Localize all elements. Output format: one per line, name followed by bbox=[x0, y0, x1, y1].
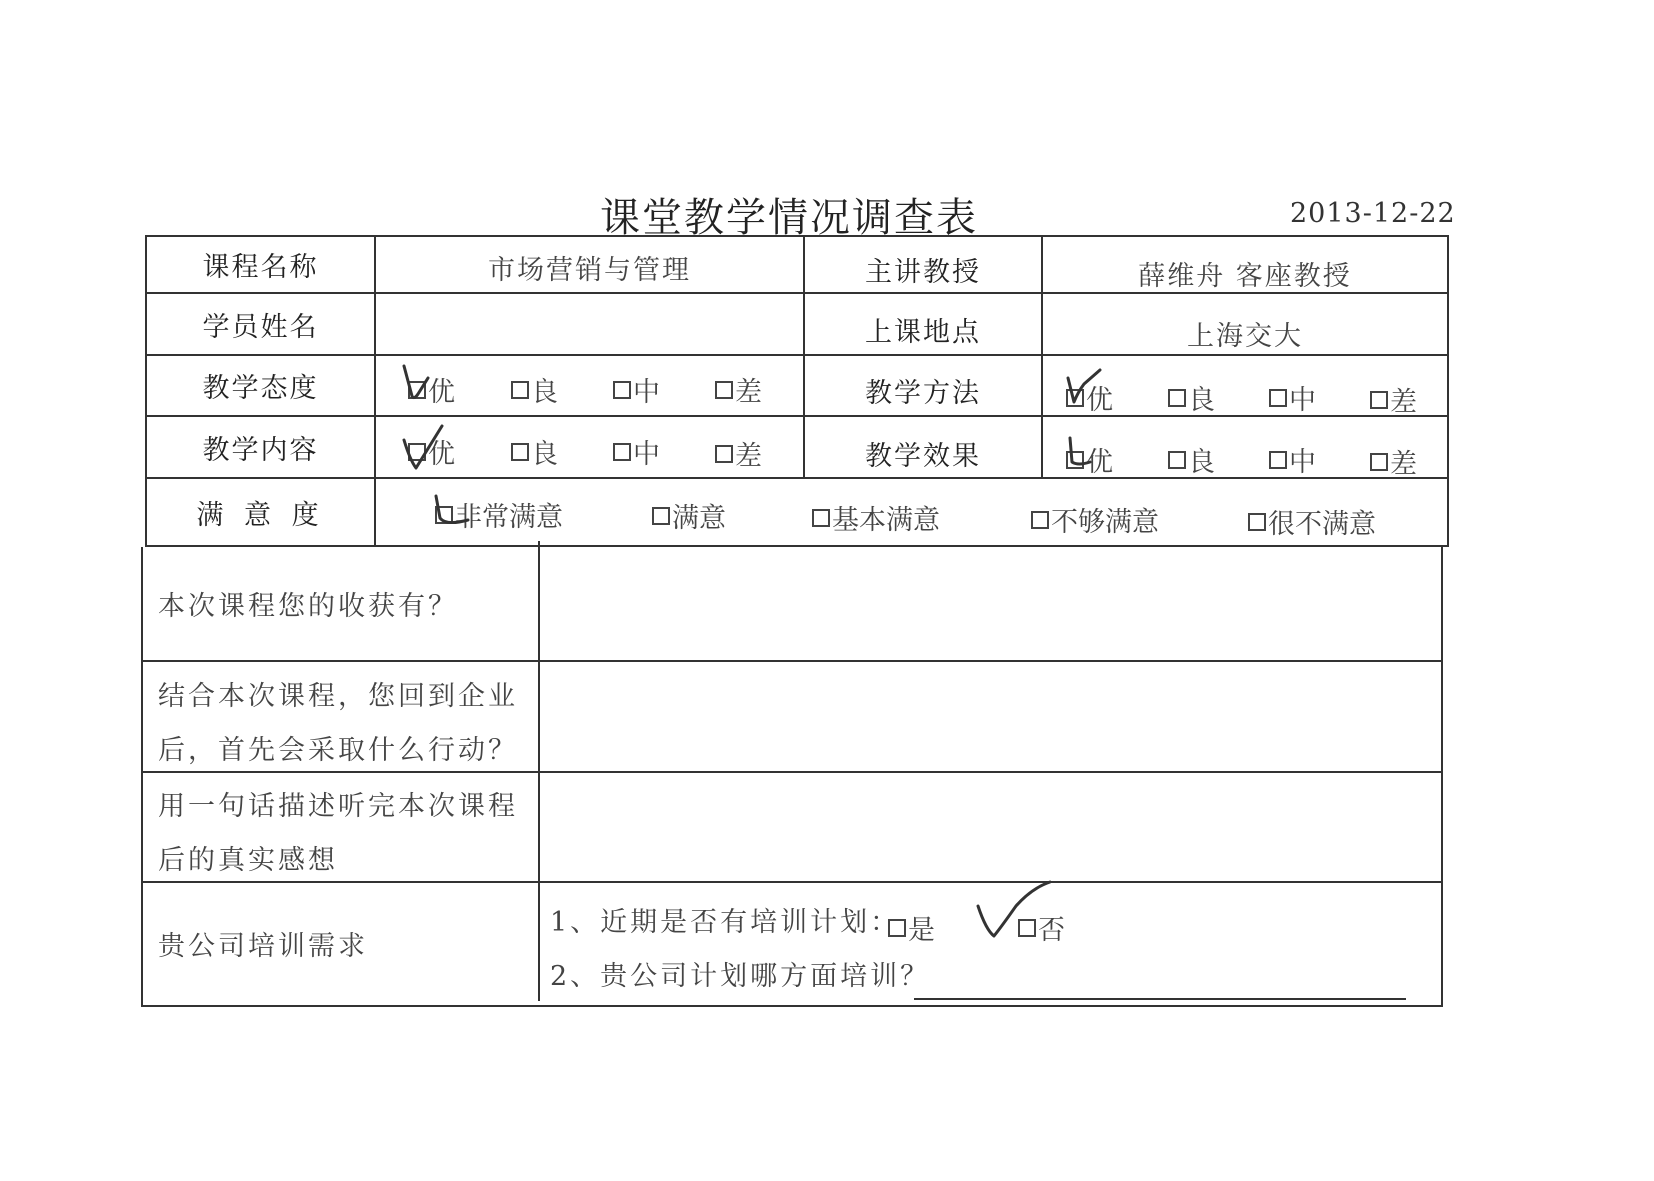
checkbox-icon bbox=[1066, 389, 1084, 407]
checkbox-icon bbox=[408, 443, 426, 461]
question-gain: 本次课程您的收获有？ bbox=[158, 591, 458, 622]
checkbox-icon bbox=[888, 919, 906, 937]
method-option-poor[interactable]: 差 bbox=[1370, 380, 1417, 419]
question-feeling-line1: 用一句话描述听完本次课程 bbox=[158, 791, 518, 822]
student-name-field[interactable] bbox=[376, 294, 803, 354]
content-option-poor[interactable]: 差 bbox=[715, 434, 762, 473]
question-action-line1: 结合本次课程，您回到企业 bbox=[158, 681, 518, 712]
attitude-option-good[interactable]: 良 bbox=[511, 370, 558, 409]
training-q2-answer-line bbox=[914, 998, 1406, 1000]
satisfaction-option-not-satisfied[interactable]: 不够满意 bbox=[1031, 500, 1159, 539]
effect-option-excellent[interactable]: 优 bbox=[1066, 440, 1113, 479]
satisfaction-option-basically-satisfied[interactable]: 基本满意 bbox=[812, 498, 940, 537]
checkbox-icon bbox=[715, 381, 733, 399]
checkbox-icon bbox=[1168, 451, 1186, 469]
course-name-label: 课程名称 bbox=[202, 252, 319, 283]
checkbox-icon bbox=[1370, 453, 1388, 471]
checkbox-icon bbox=[1031, 511, 1049, 529]
satisfaction-option-very-unsatisfied[interactable]: 很不满意 bbox=[1248, 502, 1376, 541]
page-title: 课堂教学情况调查表 bbox=[600, 195, 978, 241]
checkbox-icon bbox=[1269, 451, 1287, 469]
question-action-line2: 后，首先会采取什么行动？ bbox=[158, 735, 518, 766]
checkbox-icon bbox=[812, 509, 830, 527]
checkbox-icon bbox=[715, 445, 733, 463]
lecturer-label: 主讲教授 bbox=[865, 257, 981, 288]
checkbox-icon bbox=[511, 443, 529, 461]
method-label: 教学方法 bbox=[865, 378, 981, 409]
checkbox-icon bbox=[1018, 919, 1036, 937]
answer-feeling-field[interactable] bbox=[545, 776, 1440, 884]
survey-date: 2013-12-22 bbox=[1290, 198, 1456, 229]
checkbox-icon bbox=[435, 506, 453, 524]
training-needs-label: 贵公司培训需求 bbox=[158, 931, 368, 962]
checkbox-icon bbox=[613, 381, 631, 399]
attitude-option-poor[interactable]: 差 bbox=[715, 370, 762, 409]
location-value[interactable]: 上海交大 bbox=[1187, 320, 1303, 352]
effect-option-good[interactable]: 良 bbox=[1168, 440, 1215, 479]
answer-action-field[interactable] bbox=[545, 666, 1440, 774]
effect-label: 教学效果 bbox=[865, 440, 981, 472]
checkbox-icon bbox=[511, 381, 529, 399]
training-plan-yes-option[interactable]: 是 bbox=[888, 908, 935, 947]
attitude-label: 教学态度 bbox=[202, 373, 319, 404]
effect-option-poor[interactable]: 差 bbox=[1370, 442, 1417, 481]
satisfaction-label: 满 意 度 bbox=[196, 499, 325, 531]
method-option-average[interactable]: 中 bbox=[1269, 378, 1316, 417]
content-option-average[interactable]: 中 bbox=[613, 432, 660, 471]
location-label: 上课地点 bbox=[865, 316, 981, 348]
training-q2-answer-field[interactable] bbox=[914, 962, 1406, 996]
content-option-excellent[interactable]: 优 bbox=[408, 432, 455, 471]
satisfaction-option-satisfied[interactable]: 满意 bbox=[652, 496, 726, 535]
content-option-good[interactable]: 良 bbox=[511, 432, 558, 471]
satisfaction-option-very-satisfied[interactable]: 非常满意 bbox=[435, 495, 563, 534]
checkbox-icon bbox=[1248, 513, 1266, 531]
attitude-option-excellent[interactable]: 优 bbox=[408, 370, 455, 409]
checkbox-icon bbox=[1168, 389, 1186, 407]
method-option-excellent[interactable]: 优 bbox=[1066, 378, 1113, 417]
effect-option-average[interactable]: 中 bbox=[1269, 440, 1316, 479]
lecturer-value[interactable]: 薛维舟 客座教授 bbox=[1138, 260, 1352, 292]
question-feeling-line2: 后的真实感想 bbox=[158, 845, 338, 876]
checkbox-icon bbox=[652, 507, 670, 525]
checkbox-icon bbox=[613, 443, 631, 461]
answer-gain-field[interactable] bbox=[545, 552, 1440, 662]
attitude-option-average[interactable]: 中 bbox=[613, 370, 660, 409]
student-name-label: 学员姓名 bbox=[202, 311, 319, 343]
training-q2: 2、贵公司计划哪方面培训？ bbox=[550, 961, 931, 992]
checkbox-icon bbox=[1066, 451, 1084, 469]
checkbox-icon bbox=[1370, 391, 1388, 409]
course-name-value[interactable]: 市场营销与管理 bbox=[488, 254, 691, 286]
checkbox-icon bbox=[1269, 389, 1287, 407]
checkbox-icon bbox=[408, 381, 426, 399]
content-label: 教学内容 bbox=[202, 434, 319, 466]
method-option-good[interactable]: 良 bbox=[1168, 378, 1215, 417]
training-q1: 1、近期是否有培训计划： bbox=[550, 907, 901, 938]
training-plan-no-option[interactable]: 否 bbox=[1018, 908, 1065, 947]
rating-table bbox=[145, 235, 1449, 547]
